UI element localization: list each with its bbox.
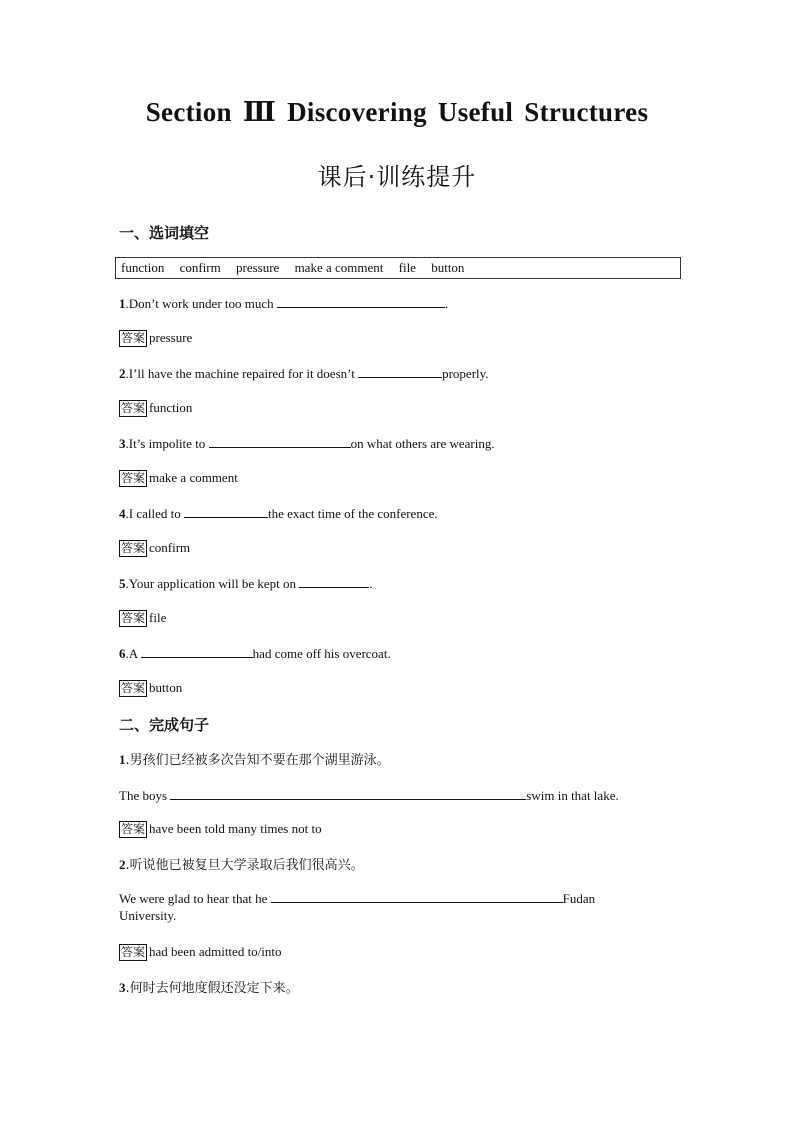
word-bank-item: make a comment [294,260,384,275]
section-heading-2: 二、完成句子 [119,716,210,734]
answer-text: file [149,610,167,625]
answer-blank[interactable] [209,435,351,448]
answer-blank[interactable] [184,505,268,518]
section-heading-1: 一、选词填空 [119,224,210,242]
answer-tag: 答案 [121,681,146,695]
question-text: . [444,296,449,311]
question-5 [119,575,373,592]
answer-tag: 答案 [121,945,146,959]
question-text: properly. [442,366,489,381]
word-bank-item: button [431,260,465,275]
question-text: .I’ll have the machine repaired for it doesn’t [125,366,359,381]
sentence-text: Fudan University. [119,891,596,923]
answer-text: button [149,680,183,695]
sentence-text: We were glad to hear that he [119,891,271,906]
question-number: 4 [119,506,126,521]
answer-text: function [149,400,193,415]
question-text: had come off his overcoat. [252,646,391,661]
answer-2 [119,399,192,417]
answer-text: have been told many times not to [149,821,322,836]
question-number: 5 [119,576,126,591]
question-number: 3 [119,436,126,451]
chinese-prompt: .何时去何地度假还没定下来。 [125,981,299,996]
question-3 [119,435,495,452]
question-4 [119,505,438,522]
word-bank-item: file [398,260,416,275]
question-number: 3 [119,980,126,995]
sentence-2-chinese [119,856,364,874]
question-number: 2 [119,857,126,872]
answer-text: had been admitted to/into [149,944,282,959]
answer-sentence-2 [119,943,282,961]
question-text: .Your application will be kept on [125,576,300,591]
sentence-text: The boys [119,788,171,803]
sentence-1-chinese [119,751,390,769]
question-number: 2 [119,366,126,381]
question-2 [119,365,489,382]
answer-tag: 答案 [121,471,146,485]
chinese-prompt: .男孩们已经被多次告知不要在那个湖里游泳。 [125,753,390,768]
word-bank-item: function [121,260,165,275]
question-text: . [369,576,373,591]
answer-text: pressure [149,330,193,345]
answer-5 [119,609,166,627]
question-text: .A [125,646,141,661]
answer-sentence-1 [119,820,322,838]
question-number: 1 [119,296,126,311]
question-text: on what others are wearing. [350,436,495,451]
sentence-3-chinese [119,979,299,997]
answer-3 [119,469,238,487]
answer-blank[interactable] [358,365,442,378]
answer-blank[interactable] [277,295,445,308]
sentence-2 [119,890,639,924]
answer-blank[interactable] [170,787,526,800]
question-text: .I called to [125,506,184,521]
chinese-prompt: .听说他已被复旦大学录取后我们很高兴。 [125,858,364,873]
answer-text: confirm [149,540,191,555]
answer-6 [119,679,182,697]
question-number: 6 [119,646,126,661]
answer-tag: 答案 [121,541,146,555]
question-1 [119,295,448,312]
answer-tag: 答案 [121,401,146,415]
answer-1 [119,329,192,347]
page-subtitle: 课后·训练提升 [317,163,477,191]
answer-blank[interactable] [271,890,563,903]
sentence-text: swim in that lake. [526,788,619,803]
answer-blank[interactable] [141,645,253,658]
question-number: 1 [119,752,126,767]
question-6 [119,645,391,662]
question-text: the exact time of the conference. [267,506,438,521]
answer-tag: 答案 [121,331,146,345]
answer-4 [119,539,190,557]
question-text: .It’s impolite to [125,436,209,451]
answer-blank[interactable] [299,575,369,588]
word-bank-item: pressure [235,260,280,275]
answer-text: make a comment [149,470,238,485]
word-bank [115,257,681,279]
answer-tag: 答案 [121,611,146,625]
answer-tag: 答案 [121,822,146,836]
sentence-1 [119,787,619,804]
page-title: Section Ⅲ Discovering Useful Structures [145,97,649,127]
question-text: .Don’t work under too much [125,296,277,311]
word-bank-item: confirm [179,260,221,275]
